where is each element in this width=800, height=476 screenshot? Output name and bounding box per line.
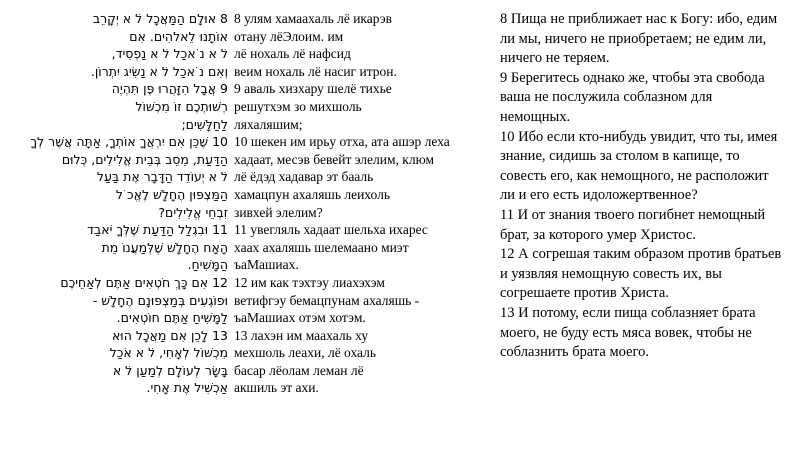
transliteration-line: 9 аваль хизхару шелё тихье (234, 81, 392, 97)
hebrew-line: רְשׁוּתְכֶם זוֹ מִכְשׁוֹל (135, 98, 228, 114)
transliteration-line: ъаМашиах. (234, 257, 299, 273)
transliteration-line: хамацпун ахаляшь леихоль (234, 186, 391, 202)
transliteration-line: ветифгэу бемацпунам ахаляшь - (234, 292, 420, 308)
transliteration-line: веим нохаль лё насиг итрон. (234, 63, 397, 79)
transliteration-line: хадаат, месэв бевейт элелим, клюм (234, 151, 435, 167)
transliteration-column (228, 10, 490, 397)
russian-text-column (490, 10, 790, 363)
transliteration-line: лё ёдэд хадавар эт бааль (234, 169, 374, 185)
russian-verse: 12 А согрешая таким образом против братьев и уязвляя немощную совесть их, вы согрешаете против Христа. (500, 246, 782, 302)
transliteration-line: ъаМашиах отэм хотэм. (234, 310, 366, 326)
transliteration-line: хаах ахаляшь шелемаано миэт (234, 239, 409, 255)
transliteration-line: зивхей элелим? (234, 204, 323, 220)
hebrew-line: הַמָּשִׁיחַ. (187, 257, 228, 273)
hebrew-line: לַמָּשִׁיחַ אַתֶּם חוֹטְאִים. (116, 310, 228, 326)
transliteration-line: 10 шекен им ирьу отха, ата ашэр леха (234, 134, 450, 150)
transliteration-line: решутхэм зо михшоль (234, 98, 362, 114)
russian-verse: 8 Пища не приближает нас к Богу: ибо, едим ли мы, ничего не приобретаем; не едим ли, ничего не теряем. (500, 11, 778, 67)
hebrew-line: וּפוֹגְעִים בְּמַצְפּוּנָם הֶחָלָשׁ - (92, 292, 228, 308)
hebrew-line: בָּשָׂר לְעוֹלָם לְמַעַן ל ׁא (112, 362, 228, 378)
three-column-layout (0, 10, 800, 397)
hebrew-line: לַחַלָּשִׁים; (181, 116, 228, 132)
transliteration-line: 12 им как тэхтэу лиахэхэм (234, 274, 385, 290)
hebrew-line: ל ׁא נ ׂאכַל ל ׁא נַפְסִיד, (111, 46, 228, 62)
transliteration-line: басар лёолам леман лё (234, 362, 364, 378)
hebrew-line: 13 ‏לָכֵן אִם מַאֲכָל הוּא (111, 327, 228, 343)
russian-verse: 13 И потому, если пища соблазняет брата моего, не буду есть мяса вовек, чтобы не соблазнить брата моего. (500, 304, 756, 361)
hebrew-line: הָאָח הֶחָלָשׁ שֶׁלְּמַעֲנוֹ מֵת (101, 239, 228, 255)
transliteration-line: ляхаляшим; (234, 116, 303, 132)
transliteration-line: 13 лахэн им маахаль ху (234, 327, 369, 343)
hebrew-line: 10 ‏שֶׁכֵּן אִם יִרְאֲךָ אוֹתְךָ, אַתָּה אֲשֶׁר לְךָ (30, 134, 228, 150)
hebrew-line: 8 ‏אוּלָם הַמַּאֲכָל ל ׁא יְקָרֵב (92, 11, 228, 26)
hebrew-line: הַמַּצְפּוּן הֶחָלָשׁ לֶאֱכ ׂל (115, 186, 228, 202)
russian-verse: 10 Ибо если кто-нибудь увидит, что ты, имея знание, сидишь за столом в капище, то совесть его, как немощного, не расположит ли и его есть идоложертвенное? (500, 128, 778, 204)
russian-verse: 9 Берегитесь однако же, чтобы эта свобода ваша не послужила соблазном для немощных. (500, 69, 765, 125)
hebrew-line: 12 ‏אִם כָּךְ חֹטְאִים אַתֶּם לְאַחֵיכֶם (60, 274, 228, 290)
hebrew-line: וְאִם נ ׂאכַל ל ׁא נַשִּׂיג יִתְרוֹן. (90, 63, 228, 79)
transliteration-line: отану лёЭлоим. им (234, 28, 344, 44)
transliteration-line: мехшоль леахи, лё охаль (234, 345, 377, 361)
hebrew-line: אַכְשִׁיל אֶת אָחִי. (146, 380, 228, 396)
hebrew-line: 9 ‏אֲבָל הִזָּהֲרוּ פֶּן תִּהְיֶה (111, 81, 228, 97)
hebrew-line: אוֹתָנוּ לֵאלׂהִים. אִם (129, 28, 228, 44)
transliteration-line: акшиль эт ахи. (234, 380, 319, 396)
hebrew-line: ל ׁא יְעוֹדֵד הַדָּבָר אֶת בַּעַל (96, 169, 228, 185)
transliteration-line: 11 увегляль хадаат шельха ихарес (234, 222, 428, 238)
hebrew-text-column (0, 10, 228, 397)
hebrew-line: זִבְחֵי אֱלִילִים? (158, 204, 228, 220)
transliteration-line: 8 улям хамаахаль лё икарэв (234, 11, 393, 26)
transliteration-line: лё нохаль лё нафсид (234, 46, 351, 62)
hebrew-line: 11 ‏וּבִגְלַל הַדַּעַת שֶׁלְּךָ יׂאבַד (87, 222, 228, 238)
hebrew-line: מִכְשׁוֹל לְאָחִי, ל ׁא אׂכַל (109, 345, 228, 361)
russian-verse: 11 И от знания твоего погибнет немощный брат, за которого умер Христос. (500, 206, 766, 243)
hebrew-line: הַדַּעַת, מֵסֵב בְּבֵית אֱלִילִים, כְּלוּם (61, 151, 228, 167)
